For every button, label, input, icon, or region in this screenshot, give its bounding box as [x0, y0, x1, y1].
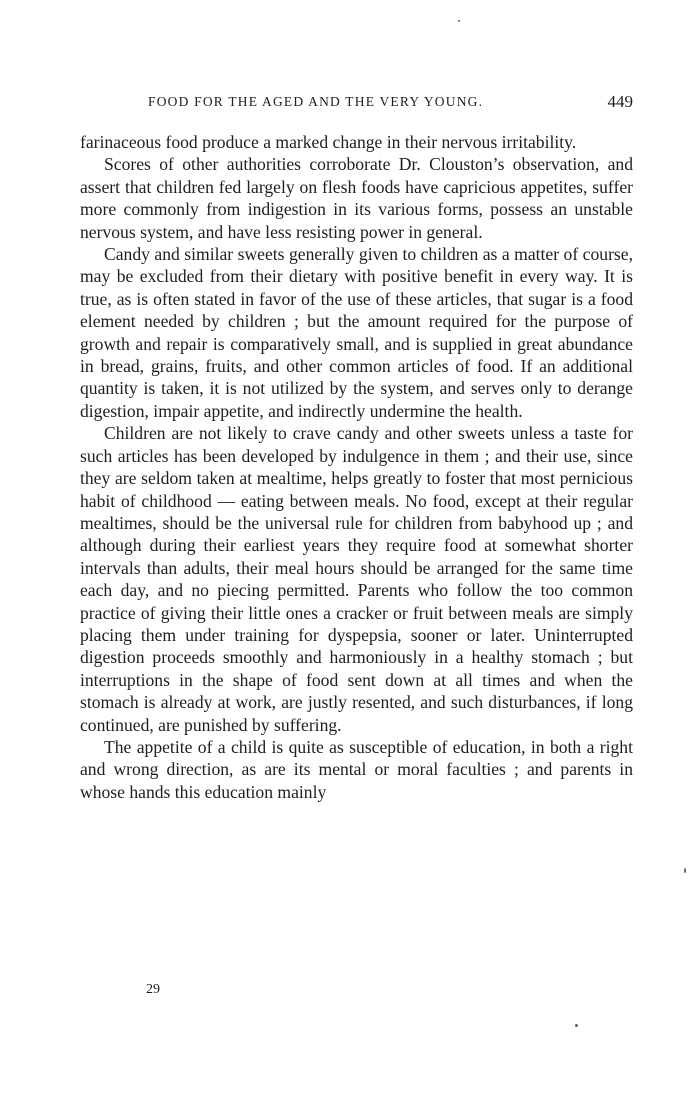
paragraph: The appetite of a child is quite as susceptible of education, in both a right and wrong direction, as are its mental or moral faculties ; and parents in whose hands this education mainly [80, 736, 633, 802]
running-head: FOOD FOR THE AGED AND THE VERY YOUNG. [148, 94, 484, 109]
signature-mark: 29 [146, 982, 160, 997]
paper-speck [575, 1024, 578, 1027]
page-header [80, 92, 633, 116]
paper-speck [458, 20, 460, 22]
paragraph: Children are not likely to crave candy and other sweets unless a taste for such articles has been developed by indulgence in them ; and their use, since they are seldom taken at mealtime, helps greatly to foster that most pernicious habit of childhood — eating between meals. No food, except at their regular mealtimes, should be the universal rule for children from babyhood up ; and although during their earliest years they require food at somewhat shorter intervals than adults, their meal hours should be arranged for the same time each day, and no piecing permitted. Parents who follow the too common practice of giving their little ones a cracker or fruit between meals are simply placing them under training for dyspepsia, sooner or later. Uninterrupted digestion proceeds smoothly and harmoniously in a healthy stomach ; but interruptions in the shape of food sent down at all times and when the stomach is already at work, are justly resented, and such disturbances, if long continued, are punished by suffering. [80, 423, 633, 735]
paper-speck [684, 868, 686, 873]
page-number: 449 [607, 92, 633, 111]
paragraph: Scores of other authorities corroborate Dr. Clouston’s observation, and assert that children fed largely on flesh foods have capricious appetites, suffer more commonly from indigestion in its various forms, possess an unstable nervous system, and have less resisting power in general. [80, 154, 633, 242]
body-text [80, 131, 633, 803]
paragraph-continued: farinaceous food produce a marked change in their nervous irritability. [80, 132, 577, 152]
paragraph: Candy and similar sweets generally given to children as a matter of course, may be excluded from their dietary with positive benefit in every way. It is true, as is often stated in favor of the use of these articles, that sugar is a food element needed by children ; but the amount required for the purpose of growth and repair is comparatively small, and is supplied in great abundance in bread, grains, fruits, and other common articles of food. If an additional quantity is taken, it is not utilized by the system, and serves only to derange digestion, impair appetite, and indirectly undermine the health. [80, 244, 633, 421]
